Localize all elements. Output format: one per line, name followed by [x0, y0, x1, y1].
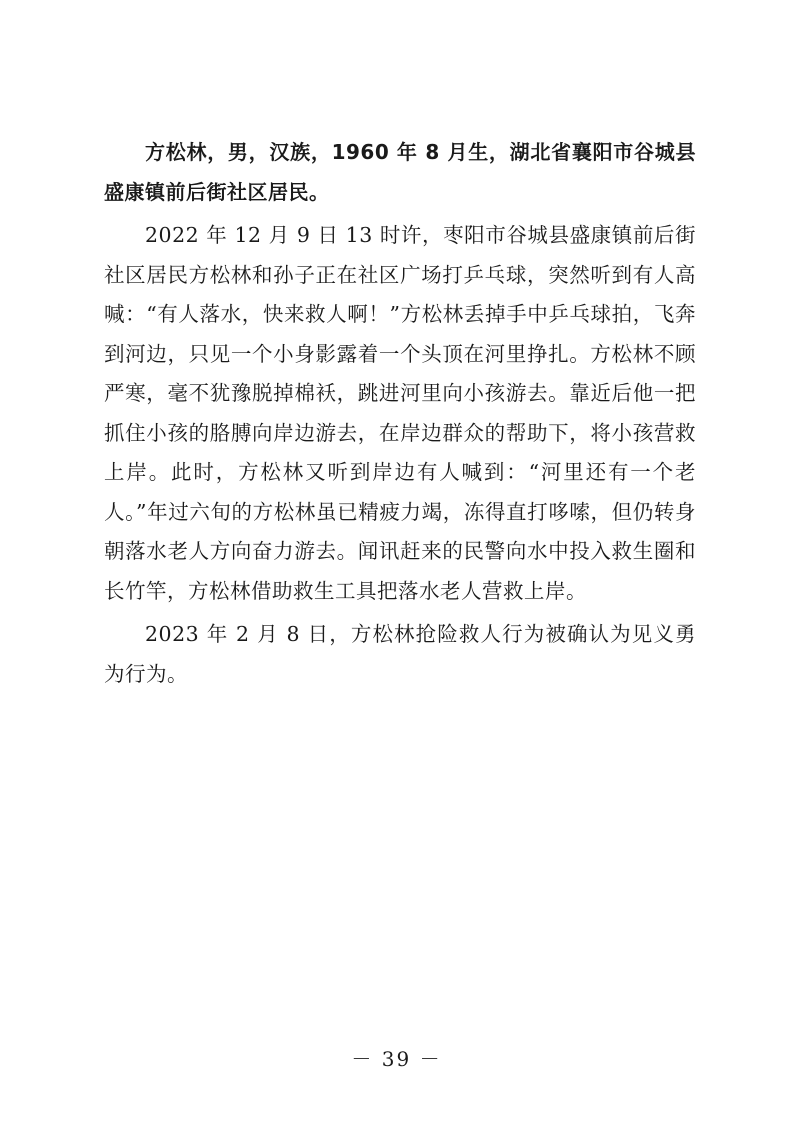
document-body — [104, 133, 696, 694]
incident-paragraph: 2022 年 12 月 9 日 13 时许，枣阳市谷城县盛康镇前后街社区居民方松林和孙子正在社区广场打乒乓球，突然听到有人高喊：“有人落水，快来救人啊！”方松林丢掉手中乒乓球拍，飞奔到河边，只见一个小身影露着一个头顶在河里挣扎。方松林不顾严寒，毫不犹豫脱掉棉袄，跳进河里向小孩游去。靠近后他一把抓住小孩的胳膊向岸边游去，在岸边群众的帮助下，将小孩营救上岸。此时，方松林又听到岸边有人喊到：“河里还有一个老人。”年过六旬的方松林虽已精疲力竭，冻得直打哆嗦，但仍转身朝落水老人方向奋力游去。闻讯赶来的民警向水中投入救生圈和长竹竿，方松林借助救生工具把落水老人营救上岸。 — [104, 223, 696, 603]
conclusion-paragraph: 2023 年 2 月 8 日，方松林抢险救人行为被确认为见义勇为行为。 — [104, 622, 696, 686]
page-number: － 39 － — [351, 1047, 442, 1071]
intro-paragraph: 方松林，男，汉族，1960 年 8 月生，湖北省襄阳市谷城县盛康镇前后街社区居民。 — [104, 140, 696, 204]
